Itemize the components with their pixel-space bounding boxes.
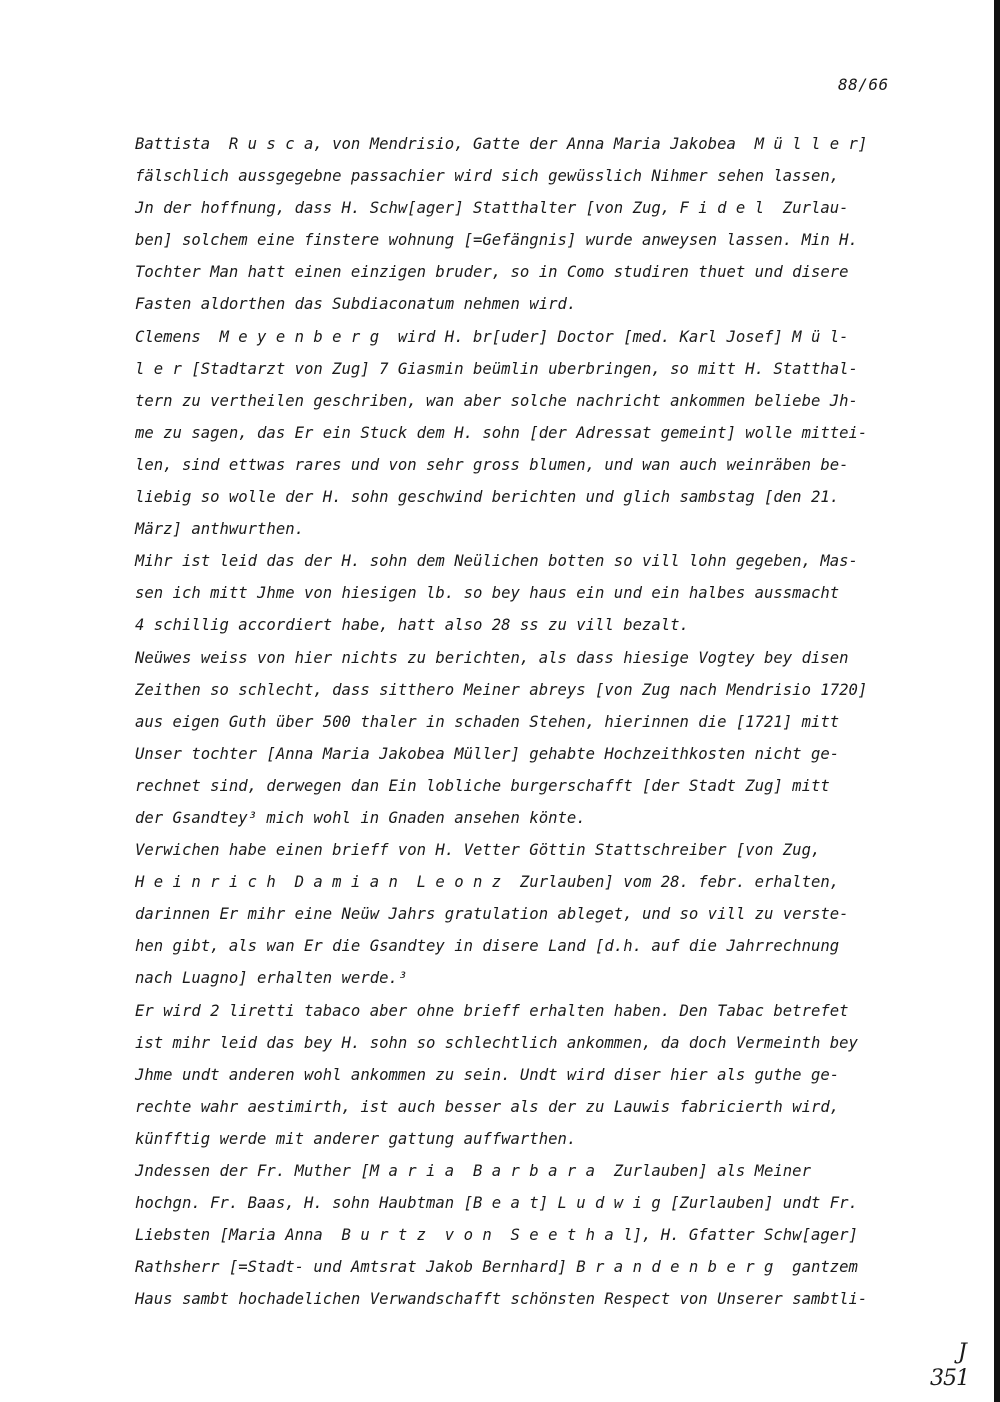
text-line: ben] solchem eine finstere wohnung [=Gefängnis] wurde anweysen lassen. Min H. [135, 231, 858, 250]
text-line: Neüwes weiss von hier nichts zu berichten, als dass hiesige Vogtey bey disen [135, 648, 849, 667]
text-line: Liebsten [Maria Anna B u r t z v o n S e e t h a l], H. Gfatter Schw[ager] [135, 1226, 858, 1245]
text-line: Haus sambt hochadelichen Verwandschafft schönsten Respect von Unserer sambtli- [135, 1290, 868, 1309]
text-line: Jn der hoffnung, dass H. Schw[ager] Statthalter [von Zug, F i d e l Zurlau- [135, 199, 849, 218]
text-line: fälschlich aussgegebne passachier wird sich gewüsslich Nihmer sehen lassen, [135, 167, 840, 186]
text-line: Jndessen der Fr. Muther [M a r i a B a r b a r a Zurlauben] als Meiner [135, 1162, 811, 1180]
text-line: nach Luagno] erhalten werde.³ [135, 969, 408, 988]
text-line: Verwichen habe einen brieff von H. Vetter Göttin Stattschreiber [von Zug, [135, 841, 821, 860]
text-line: H e i n r i c h D a m i a n L e o n z Zurlauben] vom 28. febr. erhalten, [135, 873, 840, 892]
text-line: der Gsandtey³ mich wohl in Gnaden ansehen könte. [135, 808, 586, 827]
text-line: Battista R u s c a, von Mendrisio, Gatte der Anna Maria Jakobea M ü l l e r] [135, 135, 868, 153]
text-line: Unser tochter [Anna Maria Jakobea Müller] gehabte Hochzeithkosten nicht ge- [135, 744, 840, 763]
text-line: aus eigen Guth über 500 thaler in schaden Stehen, hierinnen die [1721] mitt [135, 712, 840, 731]
text-line: Rathsherr [=Stadt- und Amtsrat Jakob Bernhard] B r a n d e n b e r g gantzem [135, 1258, 858, 1277]
text-line: Zeithen so schlecht, dass sitthero Meiner abreys [von Zug nach Mendrisio 1720] [135, 680, 868, 699]
text-line: Fasten aldorthen das Subdiaconatum nehmen wird. [135, 295, 577, 314]
text-line: len, sind ettwas rares und von sehr gross blumen, und wan auch weinräben be- [135, 455, 849, 474]
text-line: rechte wahr aestimirth, ist auch besser als der zu Lauwis fabricierth wird, [135, 1097, 840, 1116]
text-line: Clemens M e y e n b e r g wird H. br[uder] Doctor [med. Karl Josef] M ü l- [135, 327, 849, 346]
text-line: Er wird 2 liretti tabaco aber ohne brieff erhalten haben. Den Tabac betrefet [135, 1001, 849, 1020]
text-line: 4 schillig accordiert habe, hatt also 28 ss zu vill bezalt. [135, 616, 689, 635]
text-line: Mihr ist leid das der H. sohn dem Neülichen botten so vill lohn gegeben, Mas- [135, 552, 858, 571]
text-line: hochgn. Fr. Baas, H. sohn Haubtman [B e a t] L u d w i g [Zurlauben] undt Fr. [135, 1194, 858, 1213]
text-line: künfftig werde mit anderer gattung auffwarthen. [135, 1129, 577, 1148]
handwritten-mark: J [958, 1340, 967, 1365]
text-line: sen ich mitt Jhme von hiesigen lb. so bey haus ein und ein halbes aussmacht [135, 584, 840, 603]
text-line: l e r [Stadtarzt von Zug] 7 Giasmin beümlin uberbringen, so mitt H. Statthal- [135, 359, 858, 378]
text-line: März] anthwurthen. [135, 520, 304, 539]
handwritten-folio-number: 351 [930, 1366, 969, 1391]
text-line: rechnet sind, derwegen dan Ein lobliche burgerschafft [der Stadt Zug] mitt [135, 776, 830, 795]
page-number: 88/66 [838, 75, 889, 94]
letter-body [135, 128, 935, 1315]
text-line: me zu sagen, das Er ein Stuck dem H. sohn [der Adressat gemeint] wolle mittei- [135, 423, 868, 442]
text-line: liebig so wolle der H. sohn geschwind berichten und glich sambstag [den 21. [135, 488, 840, 507]
text-line: ist mihr leid das bey H. sohn so schlechtlich ankommen, da doch Vermeinth bey [135, 1033, 858, 1052]
text-line: darinnen Er mihr eine Neüw Jahrs gratulation ableget, und so vill zu verste- [135, 905, 849, 924]
text-line: Jhme undt anderen wohl ankommen zu sein. Undt wird diser hier als guthe ge- [135, 1065, 840, 1084]
text-line: Tochter Man hatt einen einzigen bruder, so in Como studiren thuet und disere [135, 263, 849, 282]
text-line: hen gibt, als wan Er die Gsandtey in disere Land [d.h. auf die Jahrrechnung [135, 937, 840, 956]
text-line: tern zu vertheilen geschriben, wan aber solche nachricht ankommen beliebe Jh- [135, 391, 858, 410]
